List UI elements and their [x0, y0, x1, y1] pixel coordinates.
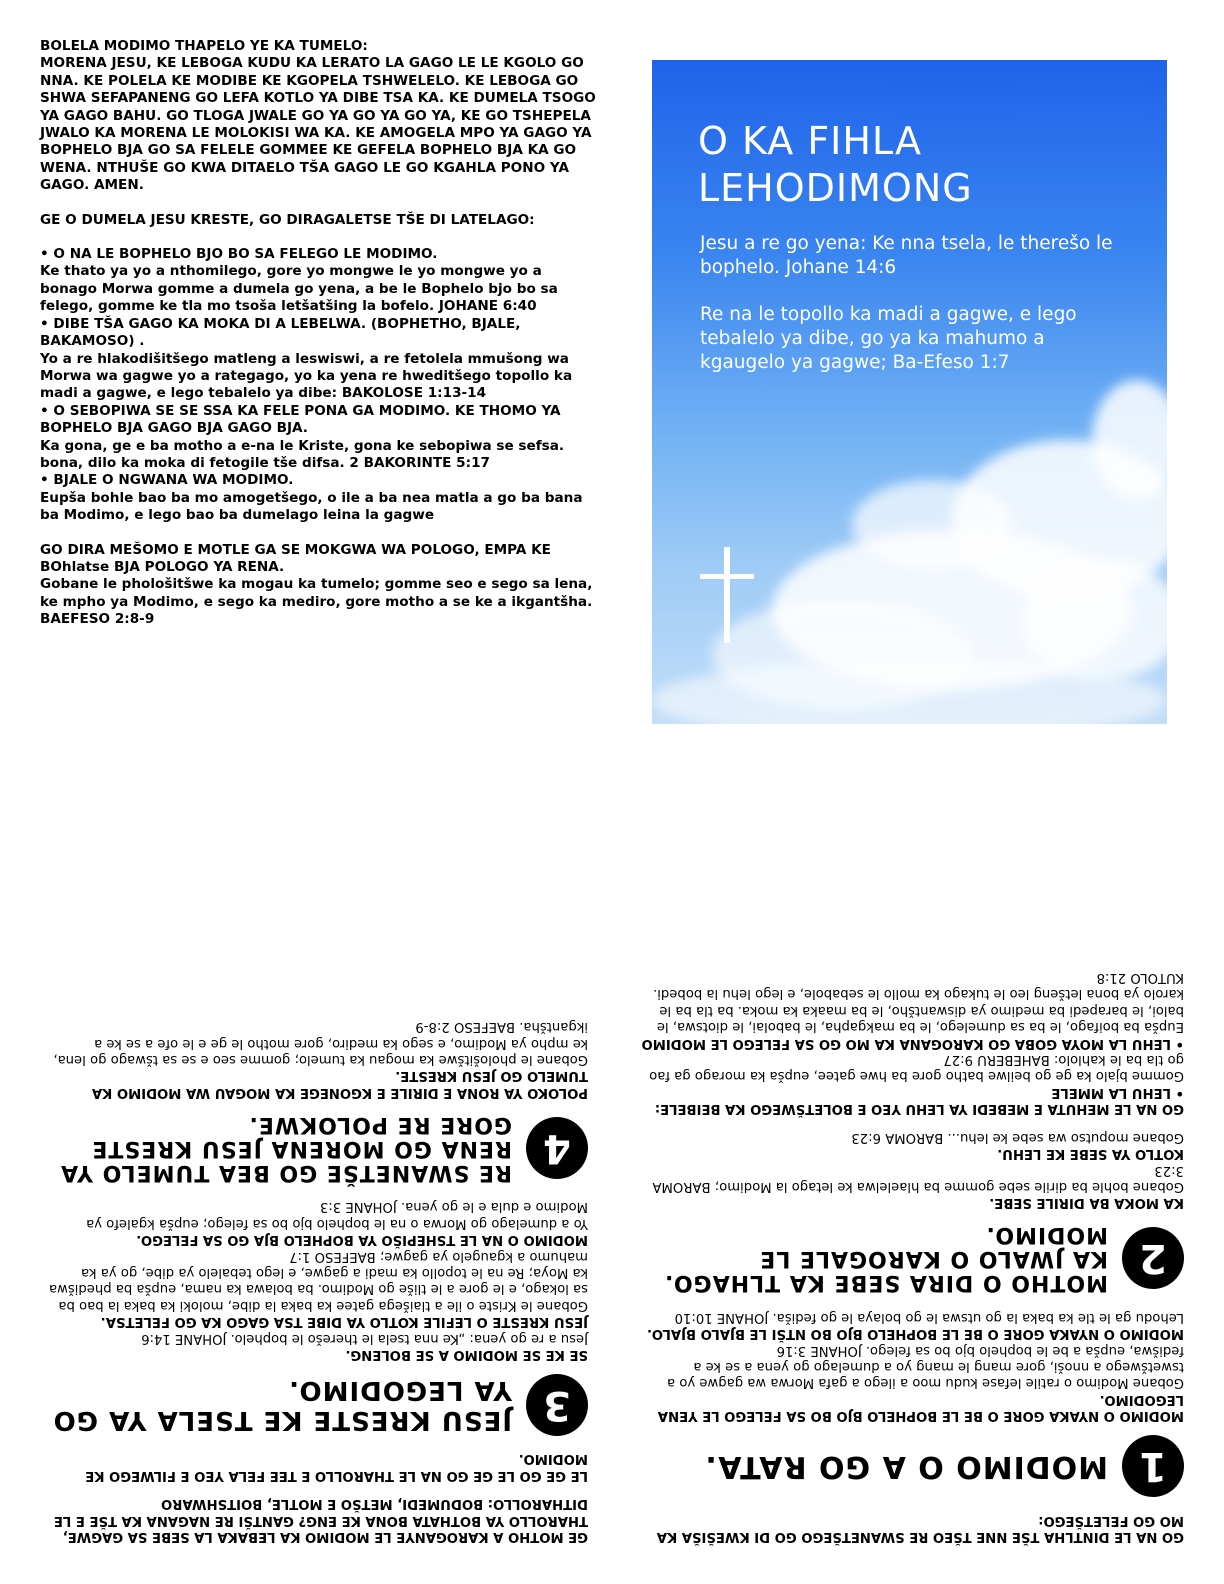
section-2-point-2-heading: KOTLO YA SEBE KE LEHU. — [997, 1146, 1184, 1162]
section-3-point-2-heading: JESU KRESTE O LEFILE KOTLO YA DIBE TSA GAGO KA GO FELETSA. — [100, 1314, 588, 1330]
cover-verses — [700, 232, 1120, 375]
section-2-body — [638, 969, 1184, 1211]
sections-3-4-panel — [40, 812, 588, 1544]
benefit-1-text: Ke thato ya yo a nthomilego, gore yo mongwe le yo mongwe yo a bonago Morwa gomme a dumela go yena, a be le Bophelo bjo bo sa felego, gomme ke tla mo tsoša letšatšing la bofelo. JOHANE 6:40 — [40, 263, 558, 315]
benefits-heading: GE O DUMELA JESU KRESTE, GO DIRAGALETSE TŠE DI LATELAGO: — [40, 211, 535, 228]
section-1-number: 1 — [1122, 1435, 1184, 1497]
solution-intro-text: GE MOTHO A KAROGANYE LE MODIMO KA LEBAKA LA SEBE SA GAGWE, THAROLLO YA BOTHATA BONA KE ENG? GANTŠI RE NAGANA KA TŠE E LE DITHAROLLO: BODUMEDI, METŠO E MOTLE, BOITSHWARO — [53, 1496, 588, 1544]
section-4-point-1-heading: POLOKO YA RONA E DIRILE E KGONEGE KA MOGAU WA MODIMO KA TUMELO GO JESU KRESTE. — [91, 1068, 588, 1100]
section-2-list-1-text: Gomme bjalo ka ge go beilwe batho gore ba hwe gatee, eupša ka morago ga fao go tla ba le kahlolo: BAHEBERU 9:27 — [649, 1052, 1184, 1084]
section-3-point-3-heading: MODIMO O NA LE TSHEPIŠO YA BOPHELO BJA GO SA FELEGO. — [136, 1232, 588, 1248]
section-3-point-1-heading: SE KE SE MODIMO A SE BOLENG. — [345, 1346, 588, 1362]
section-2-point-3-heading: GO NA LE MEHUTA E MEBEDI YA LEHU YEO E BOLETŠWEGO KA BEIBELE: — [654, 1101, 1184, 1117]
section-2-list-2-text: Eupša ba boifago, le ba sa dumelego, le ba makgapha, le babolai, le diotswa, le baloi, le barapedi ba medimo ya diswantšho, le ba maaka ka moka. ba tla ba le karolo ya bona letšeng leo le tukago ka mollo le sebabole, e lego lehu la bobedi. KUTOLO 21:8 — [653, 970, 1184, 1035]
solution-intro — [40, 1450, 588, 1544]
works-text: Gobane le phološitšwe ka mogau ka tumelo; gomme seo e sego sa lena, ke mpho ya Modimo, e sego ka mediro, gore motho a se ke a ikgantšha. BAEFESO 2:8-9 — [40, 576, 593, 628]
section-4-header — [40, 1112, 588, 1184]
works-heading: GO DIRA MEŠOMO E MOTLE GA SE MOKGWA WA POLOGO, EMPA KE BOhlatse BJA POLOGO YA RENA. — [40, 541, 551, 575]
section-3-title: JESU KRESTE KE TSELA YA GO YA LEGODIMO. — [52, 1374, 512, 1435]
section-1-point-2-heading: MODIMO O NYAKA GORE O BE LE BOPHELO BJO BO NTŠI LE BJALO BJALO. — [647, 1326, 1184, 1342]
sections-1-2-panel — [638, 812, 1184, 1544]
section-2-list-2-heading: • LEHU LA MOYA GOBA GO KAROGANA KA MO GO SA FELEGO LE MODIMO — [641, 1035, 1184, 1051]
cover-title: O KA FIHLA LEHODIMONG — [698, 119, 973, 210]
section-4-number: 4 — [526, 1117, 588, 1179]
section-4-title: RE SWANETŠE GO BEA TUMELO YA RENA GO MORENA JESU KRESTE GORE RE POLOKWE. — [60, 1111, 512, 1185]
section-3-point-1-text: Jesu a re go yena: „Ke nna tsela le therešo le bophelo. JOHANE 14:6 — [141, 1330, 588, 1346]
section-2-number: 2 — [1122, 1227, 1184, 1289]
section-1-header — [638, 1435, 1184, 1497]
section-1-body — [638, 1308, 1184, 1423]
benefit-2-text: Yo a re hlakodišitšego matleng a leswiswi, a re fetolela mmušong wa Morwa wa gagwe yo a rategago, yo ka yena re hweditšego topollo ka madi a gagwe, e lego tebalelo ya dibe: BAKOLOSE 1:13-14 — [40, 350, 573, 402]
section-2-list-1-heading: • LEHU LA MMELE — [1051, 1084, 1184, 1100]
prayer-panel — [40, 38, 600, 629]
section-3-body — [40, 1198, 588, 1362]
section-1-point-1-heading: MODIMO O NYAKA GORE O BE LE BOPHELO BJO BO SA FELEGO LE YENA LEGODIMO. — [657, 1391, 1184, 1424]
benefit-3-text: Ka gona, ge e ba motho a e-na le Kriste, gona ke sebopiwa se sefsa. bona, dilo ka moka di fetogile tše difsa. 2 BAKORINTE 5:17 — [40, 437, 565, 471]
solution-intro-text-2: LE GE GO LE GE GO NA LE THAROLLO E TEE FELA YEO E FILWEGO KE MODIMO. — [85, 1451, 588, 1483]
section-1-point-2-text: Lehodu ga le tle ka baka la go utswa le go bolaya le go fediša. JOHANE 10:10 — [674, 1309, 1184, 1325]
section-4-body — [40, 1018, 588, 1100]
section-2-point-2-text: Gobane moputso wa sebe ke lehu... BAROMA 6:23 — [851, 1129, 1184, 1145]
section-3-point-2-text: Gobane le Kriste o ile a tlaišega gatee ka baka la dibe, moloki ka baka la bao ba sa lokago, e le gore a le tliše go Modimo. ba bolawa ka nama, eupša ba phedišwa ka Moya; Re na le topollo ka madi a gagwe, e lego tebalelo ya dibe, go ya ka mahumo a kgaugelo ya gagwe; BAEFESO 1:7 — [49, 1248, 588, 1313]
section-3-point-3-text: Yo a dumelago go Morwa o na le bophelo bjo bo sa felego; eupša kgalefo ya Modimo e dula e le go yena. JOHANE 3:3 — [86, 1199, 588, 1231]
benefit-3-heading: • O SEBOPIWA SE SE SSA KA FELE PONA GA MODIMO. KE THOMO YA BOPHELO BJA GAGO BJA GAGO BJA. — [40, 402, 561, 437]
prayer-heading: BOLELA MODIMO THAPELO YE KA TUMELO: — [40, 38, 368, 54]
section-1-point-1-text: Gobane Modimo o ratile lefase kudu moo a ilego a gafa Morwa wa gagwe yo a tswetšwego a nnoši, gore mang le mang yo a dumelago go yena a se ke a fedišwa, eupša a be le bophelo bjo bo sa felego. JOHANE 3:16 — [667, 1342, 1184, 1391]
section-3-number: 3 — [526, 1374, 588, 1436]
section-1-title: MODIMO O A GO RATA. — [704, 1449, 1108, 1485]
cover-verse-2: Re na le topollo ka madi a gagwe, e lego tebalelo ya dibe, go ya ka mahumo a kgaugelo ya gagwe; Ba-Efeso 1:7 — [700, 304, 1077, 373]
benefit-2-heading: • DIBE TŠA GAGO KA MOKA DI A LEBELWA. (BOPHETHO, BJALE, BAKAMOSO) . — [40, 315, 521, 350]
cover-verse-1: Jesu a re go yena: Ke nna tsela, le therešo le bophelo. Johane 14:6 — [700, 233, 1113, 278]
section-4-point-1-text: Gobane le phološitšwe ka mogau ka tumelo; gomme seo e se sa tšwago go lena, ke mpho ya Modimo, e sego ka mediro, gore motho le ge e le ofe a se ke a ikgantšha. BAEFESO 2:8-9 — [53, 1019, 588, 1068]
section-3-header — [40, 1374, 588, 1436]
intro-text: GO NA LE DINTLHA TŠE NNE TŠEO RE SWANETŠEGO GO DI KWEŠIŠA KA MO GO FELETŠEGO: — [656, 1512, 1184, 1544]
section-2-header — [638, 1222, 1184, 1294]
benefit-4-text: Eupša bohle bao ba mo amogetšego, o ile a ba nea matla a go ba bana ba Modimo, e lego bao ba dumelago leina la gagwe — [40, 489, 583, 524]
section-2-point-1-heading: KA MOKA BA DIRILE SEBE. — [989, 1195, 1184, 1211]
cover-panel — [652, 60, 1167, 724]
section-2-title: MOTHO O DIRA SEBE KA TLHAGO. KA JWALO O KAROGALE LE MODIMO. — [664, 1222, 1108, 1296]
section-2-point-1-text: Gobane bohle ba dirile sebe gomme ba hlaelelwa ke letago la Modimo; BAROMA 3:23 — [652, 1162, 1184, 1194]
benefit-1-heading: • O NA LE BOPHELO BJO BO SA FELEGO LE MODIMO. — [40, 246, 438, 263]
prayer-text: MORENA JESU, KE LEBOGA KUDU KA LERATO LA GAGO LE LE KGOLO GO NNA. KE POLELA KE MODIBE KE KGOPELA TSHWELELO. KE LEBOGA GO SHWA SEFAPANENG GO LEFA KOTLO YA DIBE TSA KA. KE DUMELA TSOGO YA GAGO BAHU. GO TLOGA JWALE GO YA GO YA GO YA, KE GO TSHEPELA JWALO KA MORENA LE MOLOKISI WA KA. KE AMOGELA MPO YA GAGO YA BOPHELO BJA GO SA FELELE GOMMEE KE GEFELA BOPHELO BJA KA GO WENA. NTHUŠE GO KWA DITAELO TŠA GAGO LE GO KGAHLA PONO YA GAGO. AMEN. — [40, 55, 596, 194]
benefit-4-heading: • BJALE O NGWANA WA MODIMO. — [40, 472, 294, 489]
